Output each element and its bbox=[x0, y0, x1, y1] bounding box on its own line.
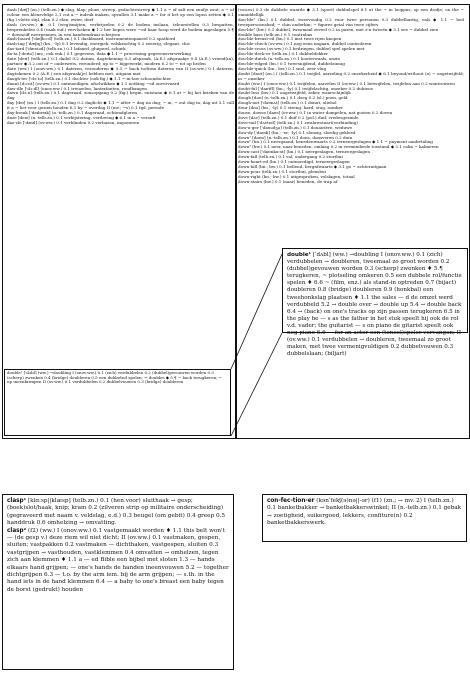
clasp-verb-headword: clasp² bbox=[7, 527, 27, 534]
entry: doubt-less (bw.) 0.1 ongetwijfeld, zeker, waarschijnlijk bbox=[238, 90, 351, 96]
entry: daunt [dɔ:nt] (ov.ww.) 0.1 ontmoedigen, afschrikken ◆ 1.1 nothing ~ed onvervaard bbox=[7, 80, 180, 86]
entry: down-fall (telb.zn.) 0.1 val, ondergang 0.2 stortbui bbox=[238, 154, 343, 160]
entry: (voices) 0.3 de dubbele waarde ◆ 3.1 (sport) dubbelspel 6.1 at the ~ in looppas, op een drafje; on the ~ onmiddellijk bbox=[238, 7, 464, 17]
entry: down² (bn.) 0.1 neergaand, benedenwaarts 0.2 terneergeslagen ◆ 1.1 ~ payment aanbetaling bbox=[238, 139, 433, 145]
entry: down-cast ['daʊnkɑ:st] (bn.) 0.1 neergeslagen, terneergeslagen bbox=[238, 149, 370, 155]
entry: dou-ble² (bn.) 0.1 dubbel, tweevoudig 0.2 voor twee personen 0.3 dubbelhartig, vals ◆ 1.1 ~ bed tweepersoonsbed; ~ chin onderkin; ~ figures getal van twee cijfers bbox=[238, 16, 464, 27]
entry: dow-a-ger ['daʊədʒə] (telb.zn.) 0.1 douairière, weduwe bbox=[238, 124, 353, 130]
entry: dou-ble-breast-ed (bn.) 0.1 met twee rijen knopen bbox=[238, 36, 342, 42]
entry: dash [dæʃ] (zn.) (telb.zn.) ◆ slag, klap; plons; streep, gedachtestreep ◆ 1.1 a ~ of salt een snufje zout; a ~ of colour een kleurvlekje 2.1 cut a ~ indruk maken, opvallen 3.1 make a ~ for it het op een lopen zetten ◆ 0.1 (fig.) vlotte stijl, elan 0.2 elan, zwier, durf bbox=[7, 7, 234, 22]
confectioner-headword: con-fec-tion-er bbox=[267, 498, 315, 504]
clasp-verb-entry bbox=[7, 528, 229, 595]
confectioner-text: (kənˈfekʃ(ə)nə||-ər) (f1) (zn.; → mv. 2) I (telb.zn.) 0.1 banketbakker → banketbakkerswinkel; II (n.-telb.zn.) 0.1 gebak → zoetigheid, suikergoed, lekkers, confiture(n) 0.2 banketbakkerswerk. bbox=[267, 498, 462, 527]
entry: dou-ble-check (ov.ww.) 0.1 nog eens nagaan, dubbel controleren bbox=[238, 41, 372, 47]
entry: doubt-ful ['daʊtfl] (bn.; -ly) 0.1 twijfelachtig, onzeker 0.2 dubieus bbox=[238, 85, 373, 91]
entry: down-right (bn.; bw.) 0.1 uitgesproken, volslagen, totaal bbox=[238, 173, 355, 179]
clasp-entry-box bbox=[2, 494, 234, 670]
entry: dove-tail ['dʌvteɪl] (telb.zn.) 0.1 zwaluwstaart(verbinding) bbox=[238, 119, 358, 125]
entry: douse, dowse [daʊs] (ov.ww.) 0.1 in water dompelen, nat gooien 0.2 doven bbox=[238, 110, 393, 116]
callout-headword: double¹ bbox=[287, 252, 311, 258]
entry: day-break ['deɪbreɪk] (n.-telb.zn.) 0.1 dageraad, ochtendgloren bbox=[7, 110, 138, 116]
entry: doubt (ww.) I (onov.ww.) 0.1 twijfelen, aarzelen II (ov.ww.) 0.1 betwijfelen, twijfelen aan 0.2 wantrouwen bbox=[238, 80, 455, 86]
entry: down-hill (bn.; bw.) 0.1 hellend, bergafwaarts ◆ 3.1 go ~ achteruitgaan bbox=[238, 164, 387, 169]
entry: daz-zle ['dæzl] (ov.ww.) 0.1 verblinden 0.2 verbazen, imponeren bbox=[7, 119, 140, 125]
pointer-line-bottom bbox=[231, 333, 282, 436]
entry: dou-ble-dutch (n.-telb.zn.) 0.1 koeterwaals, onzin bbox=[238, 56, 340, 62]
entry: da-ta ['deɪtə] (mv.; ook enk.) 0.1 gegevens, data ◆ 1.1 ~ processing gegevensverwerking bbox=[7, 51, 192, 57]
entry: day [deɪ] (zn.) I (telb.zn.) 0.1 dag 0.2 daglicht ◆ 1.1 ~ after ~ dag na dag; ~ in, ~ out dag in, dag uit 3.1 call it a ~ het voor gezien houden 6.1 by ~ overdag II (mv.; ~s) 0.1 tijd, periode bbox=[7, 100, 234, 111]
entry: down-stairs (bw.) 0.1 (naar) beneden, de trap af bbox=[238, 178, 338, 184]
entry: dough-nut ['dəʊnʌt] (telb.zn.) 0.1 donut, oliebol bbox=[238, 100, 337, 106]
entry: dou-ble-deck-er (telb.zn.) 0.1 dubbeldekker bbox=[238, 51, 328, 57]
callout-text: [ˈdʌbl] (ww.) →doubling I (onov.ww.) 0.1 (zich) verdubbelen → doubleren, tweemaal zo groot worden 0.2 (dubbel)gevouwen worden 0.3 (scherp) zwenken ♦ 5.¶ terugkeren, ~ plotseling omkeren 0.5 een dubbele rol/functie spelen ♦ 6.6 ~ (film, enz.) als stand-in optreden 0.7 (bijact) doubleren 0.8 (bridge) doubleren 0.9 (honkbal) een tweehonkslag plaatsen ♦ 1.1 the sales — d de omzet werd verdubbeld 5.2 → double over → double up 5.4 → double back 6.4 → (back) on one's tracks op zijn passen terugkeren 6.5 in the play he — s as the father in het stuk speelt hij ook de rol v.d. vader; the guitarist — s on piano de gitarist speelt ook nog piano 6.6 — for an actor een (toneel)speler vervangen; II (ov.ww.) 0.1 verdubbelen → doubleren, tweemaal zo groot maken, met twee vermenigvuldigen 0.2 dubbelvouwen 0.3 dubbelslaan; (biljart) bbox=[287, 252, 462, 358]
clasp-noun-entry bbox=[7, 498, 229, 528]
entry: date [deɪt] (telb.zn.) 0.1 dadel 0.2 datum, dagtekening 0.3 afspraak, (A.E.) afspraakje 0.4 (A.E.) vriend(in), partner ◆ 3.2 out of ~ ouderwets, verouderd; up to ~ bijgewerkt, modern 6.2 to ~ tot op heden bbox=[7, 56, 234, 66]
entry: dough [dəʊ] (n.-telb.zn.) 0.1 deeg 0.2 (sl.) poen, geld bbox=[238, 95, 348, 101]
entry: dash-board ['dæʃbɔ:d] (telb.zn.) 0.1 dashboard, instrumentenpaneel 0.2 spatbord bbox=[7, 36, 176, 42]
entry: down¹ [daʊn] (n.-telb.zn.) 0.1 dons, donsveren 0.2 duin bbox=[238, 134, 353, 140]
entry: dou-ble-cross (ov.ww.) 0.1 bedriegen, dubbel spel spelen met bbox=[238, 46, 365, 52]
highlighted-entry-text: double¹ ['dʌbl] (ww.) →doubling I (onov.ww.) 0.1 (zich) verdubbelen 0.2 (dubbel)gevouwen worden 0.3 (scherp) zwenken 0.4 (bridge) doubleren 0.5 een dubbelrol spelen; → doubles ◆ 5.¶ ~ back terugkeren; ~ up ineenkrimpen II (ov.ww.) 0.1 verdubbelen 0.2 dubbelvouwen 0.3 (bridge) doubleren bbox=[7, 370, 222, 385]
entry: dow-dy ['daʊdi] (bn.; -er; -ly) 0.1 slonzig, slordig gekleed bbox=[238, 129, 356, 135]
clasp-noun-headword: clasp¹ bbox=[7, 498, 27, 504]
entry: dash-ing ['dæʃɪŋ] (bn.; -ly) 0.1 levendig, energiek, wilskrachtig 0.2 zwierig, elegant, chic bbox=[7, 41, 191, 47]
entry: daugh-ter ['dɔ:tə] (telb.zn.) 0.1 dochter (ook fig.) ◆ 1.1 ~-in-law schoondochter bbox=[7, 75, 172, 81]
entry: down³ (bw.) 0.1 neer, naar beneden, omlaag 0.2 in verminderde toestand ◆ 3.1 calm ~ kalmeren bbox=[238, 144, 439, 150]
confectioner-entry-box bbox=[262, 494, 467, 542]
entry: das-tard ['dæstəd] (telb.zn.) 0.1 lafaard, gluiperd, schurk bbox=[7, 46, 126, 52]
clasp-noun-text: [klɑ:sp||klæsp] (telb.zn.) 0.1 (hen.voor) sluithaak → gesp; (boek)slot/haak, knip; kram 0.2 (zilveren strip op militaire onderscheiding) (gegraveerd met naam v. veldslag, e.d.) 0.3 beugel (om gebit) 0.4 greep 0.5 handdruk 0.6 omhelzing → omvatting. bbox=[7, 498, 226, 527]
entry: doubt [daʊt] (zn.) I (telb.zn.) 0.1 twijfel, aarzeling 0.2 onzekerheid ◆ 6.1 beyond/without (a) ~ ongetwijfeld; in ~ onzeker bbox=[238, 70, 464, 81]
entry: daze [deɪz] (n.-telb.zn.) 0.1 verbijstering, verdoving ◆ 6.1 in a ~ versuft bbox=[7, 114, 156, 120]
entry: dou-ble-edged (bn.) 0.1 tweesnijdend, dubbelzinnig bbox=[238, 60, 345, 66]
entry: daw-dle ['dɔ:dl] (onov.ww.) 0.1 treuzelen, lanterfanten, rondhangen bbox=[7, 85, 147, 91]
entry: dash (ov.ww.) ◆ 0.1 (weg)smijten, verbrijzelen 0.2 de bodem inslaan, teleurstellen 0.3 bespatten, besprenkelen 0.4 (vaak euf.) vervloeken ◆ 1.2 her hopes were ~ed haar hoop werd de bodem ingeslagen 5.¶ ~ down/off neerpennen, in een handomdraai schrijven bbox=[7, 21, 234, 37]
pointer-line-top bbox=[231, 254, 282, 369]
entry: dawn [dɔ:n] (telb.zn.) 0.1 dageraad, zonsopgang 0.2 (fig.) begin, ontstaan ◆ 6.1 at ~ bij het krieken van de dag bbox=[7, 90, 234, 101]
clasp-verb-text: (f2) (ww.) I (onov.ww.) 0.1 vastgemaakt worden ♦ 1.1 this belt won't — (de gesp v.) deze riem wil niet dicht; II (ov.ww.) 0.1 vastmaken, gespen, sluiten; vastpakken 0.2 vastmaken — dichthaken, vastgespen, sluiten 0.3 vastgrijpen → vasthouden, vastklemmen 0.4 omvatten → omhelzen, tegen zich aan klemmen ♦ 1.1 a — ed Bible een bijbel met sloten 1.3 — hands elkaars hand grijpen; — one's hands de handen ineenvouwen 5.2 — together dichtgrijpen 6.3 — t.o. by the arm iem. bij de arm grijpen; — s.th. in the hand iets in de hand klemmen 6.4 — a baby to one's breast een baby tegen de borst (gedrukt) houden bbox=[7, 527, 229, 593]
magnified-entry-callout bbox=[282, 248, 468, 358]
entry: double bass (telb.zn.) 0.1 contrabas bbox=[238, 31, 313, 37]
entry: date (ww.) I (onov.ww.) 0.1 dateren, verouderen ◆ 5.1 ~ back to/from dateren van II (ov.ww.) 0.1 dateren, dagtekenen 0.2 (A.E.) een afspraak(je) hebben met, uitgaan met bbox=[7, 65, 234, 76]
entry: down-heart-ed (bn.) 0.1 ontmoedigd, terneergeslagen bbox=[238, 159, 350, 165]
entry: dou-ble³ (bw.) 0.1 dubbel, tweemaal zoveel 0.2 in paren, met z'n tweeën ◆ 3.1 see ~ dubbel zien bbox=[238, 26, 439, 32]
entry: dour [dʊə] (bn.; -ly) 0.1 streng, hard, stug, somber bbox=[238, 105, 343, 111]
entry: down-pour (telb.zn.) 0.1 stortbui, plensbui bbox=[238, 168, 326, 174]
entry: dove [dʌv] (telb.zn.) 0.1 duif 0.2 (pol.) duif, vredesgezinde bbox=[238, 114, 359, 120]
entry: dou-ble-quick (bn., bw.) 0.1 snel, zeer vlug bbox=[238, 65, 327, 71]
